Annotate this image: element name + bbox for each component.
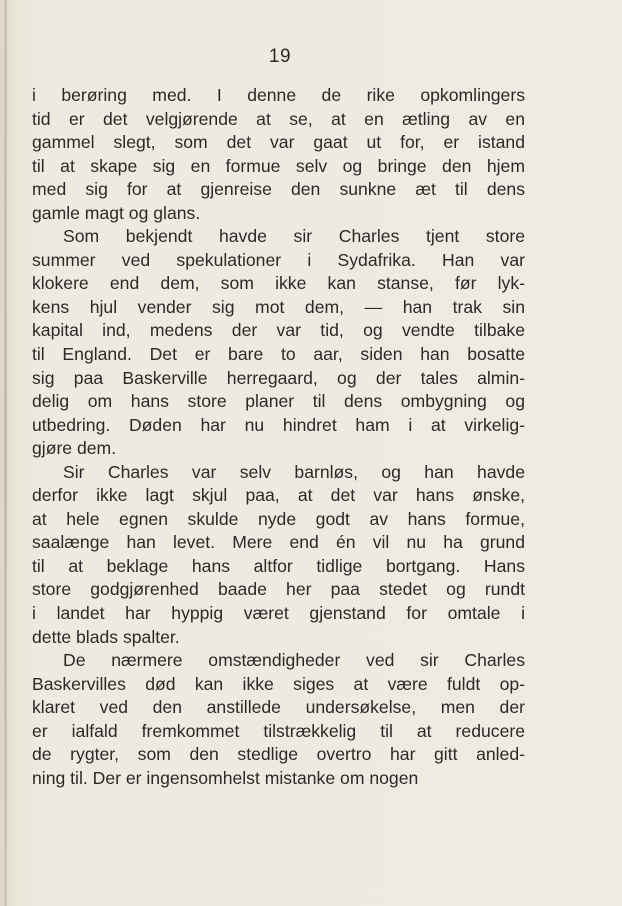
text-line: er ialfald fremkommet tilstrækkelig til at reducere: [32, 720, 525, 741]
paragraph: [32, 84, 525, 225]
text-line: saalænge han levet. Mere end én vil nu ha grund: [32, 532, 525, 553]
text-line: med sig for at gjenreise den sunkne æt til dens: [32, 179, 525, 200]
text-line: gamle magt og glans.: [32, 202, 201, 223]
text-line: tid er det velgjørende at se, at en ætling av en: [32, 108, 525, 129]
text-line: klokere end dem, som ikke kan stanse, før lyk-: [32, 273, 525, 294]
text-line: at hele egnen skulde nyde godt av hans formue,: [32, 508, 525, 529]
text-line: de rygter, som den stedlige overtro har gitt anled-: [32, 744, 525, 765]
text-line: i landet har hyppig været gjenstand for omtale i: [32, 603, 525, 624]
text-line: summer ved spekulationer i Sydafrika. Han var: [32, 249, 525, 270]
paragraph: [32, 649, 525, 790]
text-line: sig paa Baskerville herregaard, og der tales almin-: [32, 367, 525, 388]
page-spine-edge: [4, 0, 7, 906]
body-text: [32, 84, 525, 790]
text-line: ning til. Der er ingensomhelst mistanke om nogen: [32, 767, 419, 788]
text-line: til at skape sig en formue selv og bringe den hjem: [32, 155, 525, 176]
text-line: gjøre dem.: [32, 438, 117, 459]
text-line: De nærmere omstændigheder ved sir Charles: [63, 650, 525, 671]
text-line: delig om hans store planer til dens ombygning og: [32, 391, 525, 412]
text-line: til at beklage hans altfor tidlige bortgang. Hans: [32, 555, 525, 576]
page-number: 19: [268, 46, 292, 67]
text-line: kapital ind, medens der var tid, og vendte tilbake: [32, 320, 525, 341]
text-line: i berøring med. I denne de rike opkomlingers: [32, 85, 525, 105]
text-line: derfor ikke lagt skjul paa, at det var hans ønske,: [32, 485, 525, 506]
text-line: Som bekjendt havde sir Charles tjent store: [63, 226, 525, 247]
text-line: dette blads spalter.: [32, 626, 180, 647]
text-line: klaret ved den anstillede undersøkelse, men der: [32, 697, 525, 718]
text-line: Sir Charles var selv barnløs, og han havde: [63, 461, 525, 482]
text-line: Baskervilles død kan ikke siges at være fuldt op-: [32, 673, 525, 694]
text-line: utbedring. Døden har nu hindret ham i at virkelig-: [32, 414, 525, 435]
paragraph: [32, 461, 525, 649]
text-line: gammel slegt, som det var gaat ut for, er istand: [32, 132, 525, 153]
text-line: store godgjørenhed baade her paa stedet og rundt: [32, 579, 525, 600]
text-line: kens hjul vender sig mot dem, — han trak sin: [32, 296, 525, 317]
paragraph: [32, 225, 525, 460]
text-line: til England. Det er bare to aar, siden han bosatte: [32, 344, 525, 365]
